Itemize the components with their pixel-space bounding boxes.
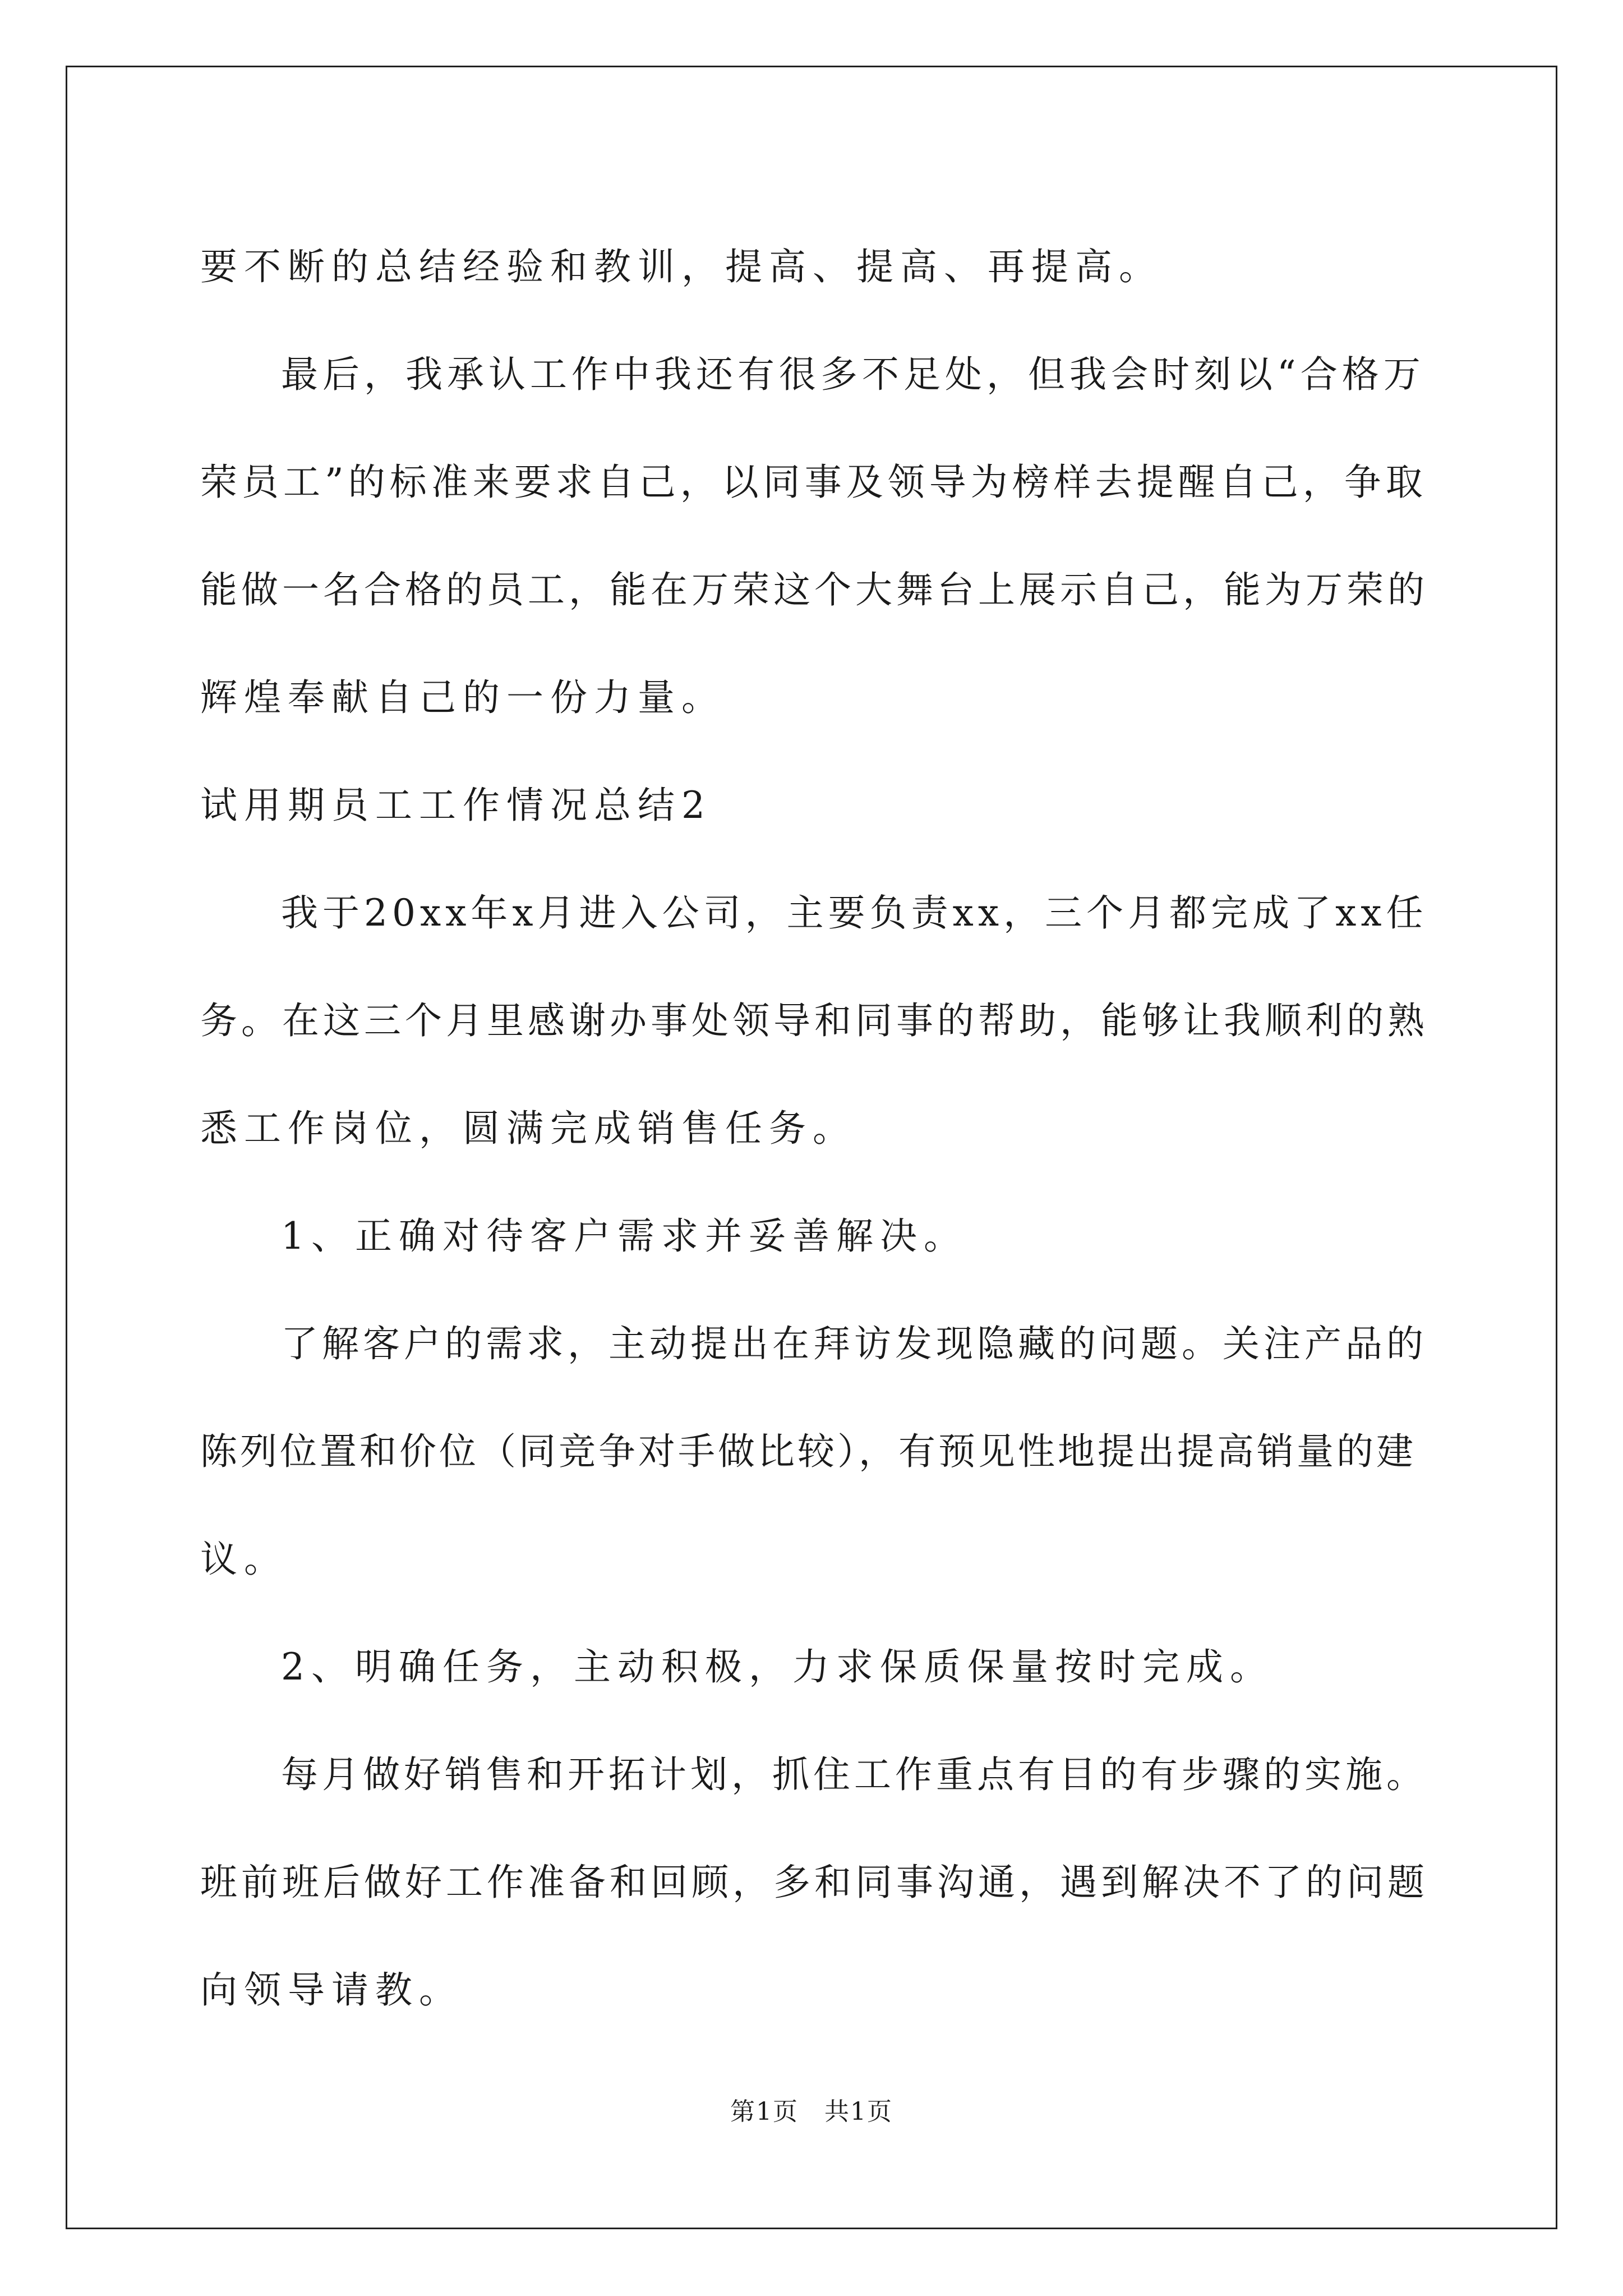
text-line: 悉工作岗位，圆满完成销售任务。	[200, 1107, 856, 1150]
text-line: 班前班后做好工作准备和回顾，多和同事沟通，遇到解决不了的问题	[200, 1861, 1428, 1904]
page-footer	[0, 2091, 1623, 2127]
text-line: 能做一名合格的员工，能在万荣这个大舞台上展示自己，能为万荣的	[200, 568, 1428, 611]
text-line: 每月做好销售和开拓计划，抓住工作重点有目的有步骤的实施。	[281, 1753, 1427, 1796]
text-line: 我于20xx年x月进入公司，主要负责xx，三个月都完成了xx任	[281, 891, 1428, 935]
text-line: 陈列位置和价位（同竞争对手做比较），有预见性地提出提高销量的建	[200, 1430, 1416, 1473]
text-line: 辉煌奉献自己的一份力量。	[200, 676, 725, 719]
document-body	[200, 213, 1428, 2044]
section-heading: 试用期员工工作情况总结2	[200, 784, 712, 827]
text-line: 务。在这三个月里感谢办事处领导和同事的帮助，能够让我顺利的熟	[200, 999, 1428, 1042]
text-line: 要不断的总结经验和教训，提高、提高、再提高。	[200, 245, 1163, 288]
text-line: 向领导请教。	[200, 1968, 463, 2012]
page-number: 第1页	[730, 2097, 799, 2126]
list-item-heading: 1、正确对待客户需求并妥善解决。	[281, 1214, 967, 1258]
text-line: 议。	[200, 1538, 288, 1581]
list-item-heading: 2、明确任务，主动积极，力求保质保量按时完成。	[281, 1645, 1274, 1688]
text-line: 了解客户的需求，主动提出在拜访发现隐藏的问题。关注产品的	[281, 1322, 1427, 1365]
text-line: 最后，我承认工作中我还有很多不足处，但我会时刻以“合格万	[281, 353, 1425, 396]
page-total: 共1页	[824, 2097, 893, 2126]
text-line: 荣员工”的标准来要求自己，以同事及领导为榜样去提醒自己，争取	[200, 461, 1427, 504]
